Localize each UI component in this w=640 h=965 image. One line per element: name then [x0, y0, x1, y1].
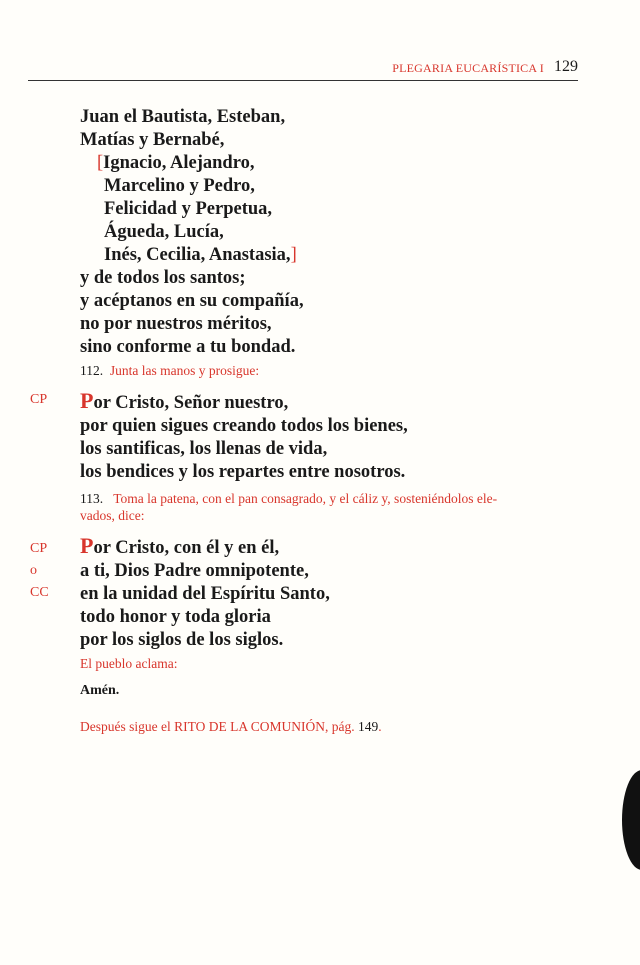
margin-o: o	[30, 563, 37, 578]
prayer-112	[80, 389, 408, 484]
amen-response: Amén.	[80, 683, 120, 698]
footer-period: .	[378, 719, 382, 734]
text-line: y acéptanos en su compañía,	[80, 291, 304, 311]
rubric-text: vados, dice:	[80, 508, 145, 523]
text-line: or Cristo, con él y en él,	[93, 538, 280, 558]
open-bracket: [	[97, 153, 104, 173]
text-line: en la unidad del Espíritu Santo,	[80, 584, 330, 604]
rubric-text: Toma la patena, con el pan consagrado, y el cáliz y, sosteniéndolos ele-	[113, 491, 498, 506]
drop-cap: P	[80, 533, 94, 558]
text-line: y de todos los santos;	[80, 268, 246, 288]
rubric-text: Junta las manos y prosigue:	[109, 363, 260, 378]
margin-cc: CC	[30, 585, 49, 600]
text-line: sino conforme a tu bondad.	[80, 337, 296, 357]
close-bracket: ]	[290, 245, 297, 265]
header-rule	[28, 80, 578, 81]
footer-text: Después sigue el RITO DE LA COMUNIÓN, pág.	[80, 719, 355, 734]
rubric-112	[80, 362, 259, 379]
page-edge-mark	[622, 770, 640, 870]
page-reference: 149	[357, 719, 379, 734]
text-line: Ignacio, Alejandro,	[103, 153, 255, 173]
section-title: PLEGARIA EUCARÍSTICA I	[392, 61, 544, 75]
rubric-113	[80, 490, 580, 524]
prayer-113	[80, 534, 330, 652]
text-line: todo honor y toda gloria	[80, 607, 271, 627]
text-line: no por nuestros méritos,	[80, 314, 272, 334]
text-line: los santificas, los llenas de vida,	[80, 439, 328, 459]
margin-cp: CP	[30, 392, 48, 407]
text-line: Águeda, Lucía,	[104, 222, 224, 242]
text-line: Matías y Bernabé,	[80, 130, 225, 150]
text-line: los bendices y los repartes entre nosotros.	[80, 462, 406, 482]
text-line: por quien sigues creando todos los bienes,	[80, 416, 408, 436]
margin-cp: CP	[30, 541, 48, 556]
footer-instruction	[80, 718, 382, 735]
first-line	[80, 534, 330, 560]
people-rubric: El pueblo aclama:	[80, 656, 178, 671]
rubric-number: 113.	[80, 491, 104, 506]
text-line: por los siglos de los siglos.	[80, 630, 284, 650]
text-line: Juan el Bautista, Esteban,	[80, 107, 286, 127]
text-line: Inés, Cecilia, Anastasia,	[104, 245, 291, 265]
drop-cap: P	[80, 388, 94, 413]
text-line: Marcelino y Pedro,	[104, 176, 255, 196]
saints-list	[80, 106, 304, 359]
bracket-line	[80, 244, 304, 267]
text-line: or Cristo, Señor nuestro,	[93, 393, 289, 413]
margin-labels	[30, 538, 49, 604]
first-line	[80, 389, 408, 415]
text-line: a ti, Dios Padre omnipotente,	[80, 561, 309, 581]
running-header	[0, 58, 640, 82]
bracket-line	[80, 152, 304, 175]
text-line: Felicidad y Perpetua,	[104, 199, 273, 219]
rubric-number: 112.	[80, 363, 104, 378]
page-number: 129	[554, 58, 578, 75]
